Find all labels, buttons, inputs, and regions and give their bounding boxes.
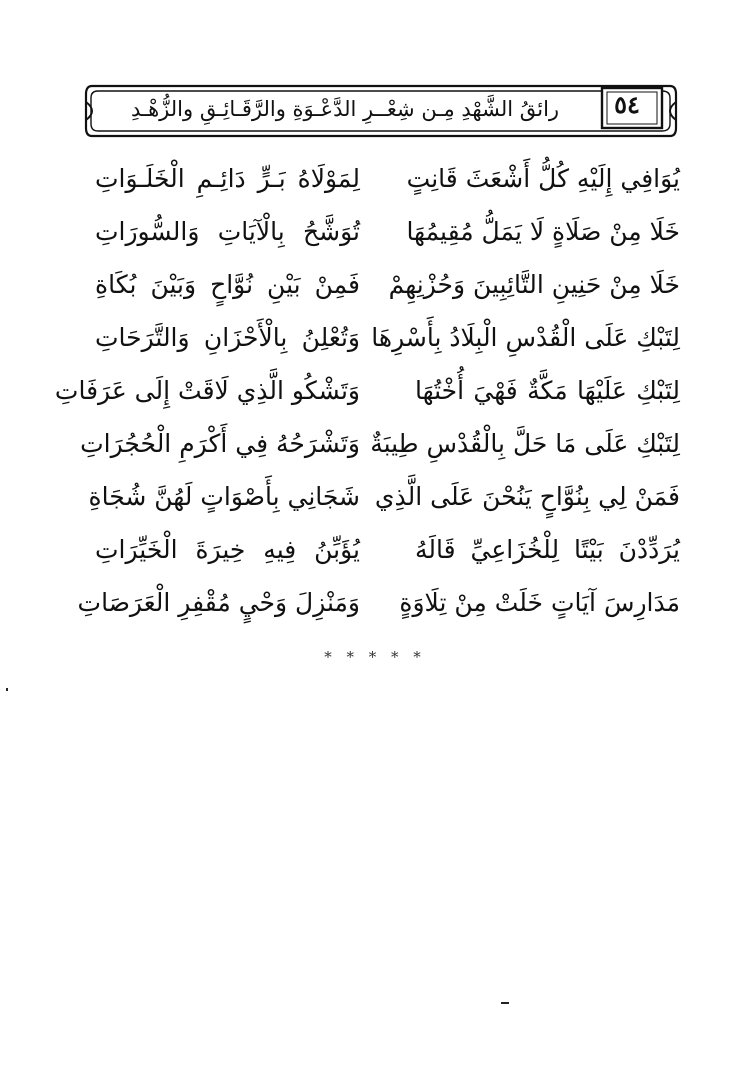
section-ornament: * * * * * [324,648,426,666]
verse-4 [80,311,680,364]
verse-2-second-hemistich: تُوَشَّحُ بِالْآيَاتِ وَالسُّورَاتِ [95,217,360,246]
verse-7 [80,470,680,523]
verse-8 [80,523,680,576]
verse-4-first-hemistich: لِتَبْكِ عَلَى الْقُدْسِ الْبِلَادُ بِأَسْرِهَا [371,323,680,352]
verse-7-second-hemistich: شَجَانِي بِأَصْوَاتٍ لَهُنَّ شُجَاةِ [88,482,360,511]
verse-8-first-hemistich: يُرَدِّدْنَ بَيْتًا لِلْخُزَاعِيِّ قَالَهُ [415,535,680,564]
verse-4-second-hemistich: وَتُعْلِنُ بِالْأَحْزَانِ وَالتَّرَحَاتِ [95,323,360,352]
scan-speck [6,688,8,691]
verse-1-second-hemistich: لِمَوْلَاهُ بَـرٍّ دَائِـمِ الْخَلَـوَاتِ [95,164,360,193]
verse-8-second-hemistich: يُؤَبِّنُ فِيهِ خِيرَةَ الْخَيِّرَاتِ [95,535,360,564]
verse-7-first-hemistich: فَمَنْ لِي بِنُوَّاحٍ يَنُحْنَ عَلَى الَّذِي [374,482,680,511]
verse-5-second-hemistich: وَتَشْكُو الَّذِي لَاقَتْ إِلَى عَرَفَاتِ [54,376,360,405]
verse-3-second-hemistich: فَمِنْ بَيْنِ نُوَّاحٍ وَبَيْنَ بُكَاةِ [95,270,360,299]
verse-2 [80,205,680,258]
verse-6-second-hemistich: وَتَشْرَحُهُ فِي أَكْرَمِ الْحُجُرَاتِ [80,429,360,458]
verse-2-first-hemistich: خَلَا مِنْ صَلَاةٍ لَا يَمَلُّ مُقِيمُهَا [406,217,680,246]
verse-3 [80,258,680,311]
verse-9 [77,576,680,629]
verse-6 [80,417,680,470]
verse-1-first-hemistich: يُوَافِي إِلَيْهِ كُلُّ أَشْعَثَ قَانِتٍ [406,164,680,193]
poem [54,152,680,629]
verse-9-second-hemistich: وَمَنْزِلَ وَحْيٍ مُقْفِرِ الْعَرَصَاتِ [77,588,360,617]
verse-9-first-hemistich: مَدَارِسَ آيَاتٍ خَلَتْ مِنْ تِلَاوَةٍ [399,588,680,617]
verse-6-first-hemistich: لِتَبْكِ عَلَى مَا حَلَّ بِالْقُدْسِ طِيبَةٌ [370,429,680,458]
verse-1 [80,152,680,205]
verse-5 [54,364,680,417]
verse-3-first-hemistich: خَلَا مِنْ حَنِينِ التَّائِبِينَ وَحُزْنِهِمْ [388,270,680,299]
running-title: رائقُ الشَّهْدِ مِـن شِعْــرِ الدَّعْـوَةِ والرَّقَـائِـقِ والزُّهْـدِ [130,97,560,121]
page-number: ٥٤ [614,90,640,119]
verse-5-first-hemistich: لِتَبْكِ عَلَيْهَا مَكَّةٌ فَهْيَ أُخْتُهَا [415,376,680,405]
scan-speck [501,1002,509,1004]
